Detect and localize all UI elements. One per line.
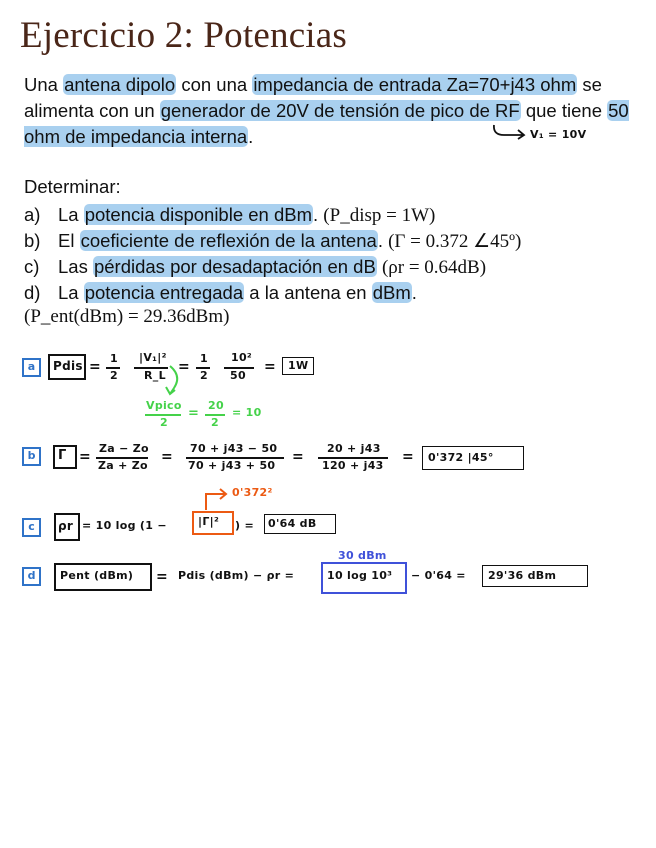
expression: = 10 log (1 −: [82, 519, 167, 532]
expression-close: ) =: [235, 519, 254, 532]
fraction-den: 2: [110, 369, 118, 382]
boxed-term: |Γ|²: [198, 515, 220, 528]
highlight: coeficiente de reflexión de la antena: [80, 230, 377, 251]
question-marker: a): [24, 204, 41, 225]
text-segment: .: [377, 230, 389, 251]
boxed-term: 10 log 10³: [327, 569, 393, 582]
result-value: 1W: [288, 359, 309, 372]
fraction-den: 70 + j43 + 50: [188, 459, 276, 472]
result-value: 29'36 dBm: [488, 569, 557, 582]
question-b: [24, 228, 649, 254]
lhs-label: Pdis: [53, 359, 83, 373]
question-marker: d): [24, 282, 41, 303]
expression: Pdis (dBm) − ρr =: [178, 569, 295, 582]
fraction-den: 2: [200, 369, 208, 382]
text-segment: .: [313, 204, 324, 225]
lhs-label: Pent (dBm): [60, 569, 134, 582]
equals-sign: =: [79, 449, 92, 465]
text-segment: a la antena en: [244, 282, 372, 303]
fraction-den: 120 + j43: [322, 459, 384, 472]
highlight: 50 ohm de impedancia interna: [24, 100, 629, 147]
equals-sign: =: [264, 359, 277, 375]
green-arrow-icon: [160, 364, 184, 398]
question-a: [24, 202, 649, 228]
handwritten-arrow-icon: [490, 123, 528, 143]
equals-sign: =: [402, 449, 415, 465]
highlight: generador de 20V de tensión de pico de RF: [160, 100, 520, 121]
answer-math: (ρr = 0.64dB): [381, 257, 487, 278]
equals-sign: =: [178, 359, 191, 375]
solution-tag-d: d: [22, 567, 41, 586]
equals-sign: =: [89, 359, 102, 375]
question-marker: c): [24, 256, 40, 277]
text-segment: Una: [24, 74, 64, 95]
question-marker: b): [24, 230, 41, 251]
answer-math: (Γ = 0.372 ∠45º): [388, 231, 522, 252]
green-fraction-num: 20: [208, 399, 224, 412]
fraction-num: 70 + j43 − 50: [190, 442, 278, 455]
questions-header: Determinar:: [24, 176, 121, 197]
highlight: potencia entregada: [84, 282, 244, 303]
fraction-num: 1: [200, 352, 208, 365]
question-d: [24, 280, 649, 306]
fraction-num: 10²: [231, 351, 253, 364]
fraction-num: |V₁|²: [139, 351, 167, 364]
result-value: 0'372 |45°: [428, 451, 494, 464]
voltage-note: V₁ = 10V: [530, 128, 587, 141]
page-title: Ejercicio 2: Potencias: [20, 15, 348, 56]
highlight: dBm: [372, 282, 411, 303]
blue-note: 30 dBm: [338, 549, 387, 562]
green-result: = 10: [232, 406, 262, 419]
text-segment: La: [58, 282, 84, 303]
solution-tag-b: b: [22, 447, 41, 466]
text-segment: Las: [58, 256, 93, 277]
fraction-num: 20 + j43: [327, 442, 381, 455]
orange-note: 0'372²: [232, 486, 273, 499]
answer-d-math: (P_ent(dBm) = 29.36dBm): [24, 306, 230, 327]
text-segment: .: [411, 282, 417, 303]
equals-sign: =: [161, 449, 174, 465]
fraction-den: 50: [230, 369, 246, 382]
green-fraction-den: 2: [211, 416, 219, 429]
lhs-label: ρr: [58, 519, 74, 533]
text-segment: La: [58, 204, 84, 225]
fraction-den: Za + Zo: [98, 459, 148, 472]
fraction-den: R_L: [144, 369, 166, 382]
equals-sign: =: [156, 569, 169, 585]
question-list: [24, 202, 649, 306]
highlight: impedancia de entrada Za=70+j43 ohm: [253, 74, 577, 95]
green-fraction-num: Vpico: [146, 399, 182, 412]
answer-math: (P_disp = 1W): [323, 205, 436, 226]
green-fraction-den: 2: [160, 416, 168, 429]
text-segment: que tiene: [520, 100, 608, 121]
highlight: antena dipolo: [64, 74, 176, 95]
text-segment: se alimenta con un: [24, 74, 602, 121]
expression-after: − 0'64 =: [411, 569, 466, 582]
solution-tag-c: c: [22, 518, 41, 537]
highlight: pérdidas por desadaptación en dB: [93, 256, 376, 277]
highlight: potencia disponible en dBm: [84, 204, 313, 225]
question-c: [24, 254, 649, 280]
result-value: 0'64 dB: [268, 517, 317, 530]
fraction-num: Za − Zo: [99, 442, 149, 455]
equals-sign: =: [188, 406, 200, 421]
orange-arrow-icon: [196, 484, 232, 512]
fraction-num: 1: [110, 352, 118, 365]
equals-sign: =: [292, 449, 305, 465]
text-segment: .: [248, 126, 254, 147]
solution-tag-a: a: [22, 358, 41, 377]
lhs-label: Γ: [58, 448, 67, 463]
text-segment: con una: [176, 74, 253, 95]
text-segment: El: [58, 230, 80, 251]
